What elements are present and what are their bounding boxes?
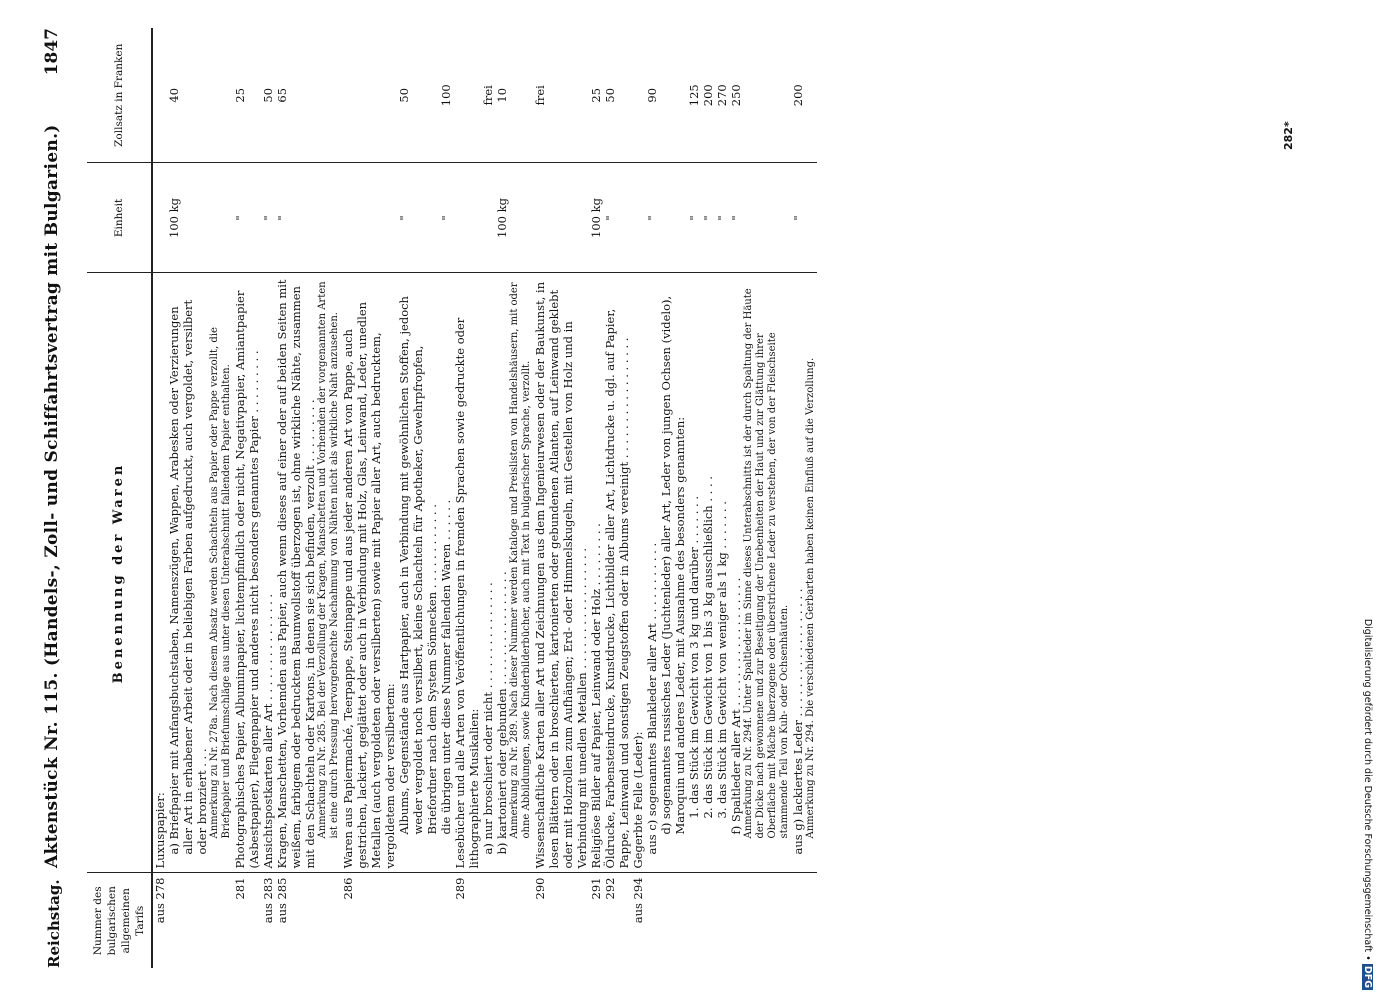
col-header-rate: Zollsatz in Franken [87, 28, 152, 163]
row-unit-text: " [715, 215, 729, 221]
header-left: Reichstag. [45, 879, 63, 968]
row-rate [701, 28, 715, 163]
row-rate [805, 28, 817, 163]
row-description-text: Religiöse Bilder auf Papier, Leinwand oder Holz . . . . . . . . . [589, 523, 603, 869]
row-unit [687, 163, 701, 273]
row-rate [603, 28, 631, 163]
row-description-text: Wissenschaftliche Karten aller Art und Zeichnungen aus dem Ingenieurwesen oder der Baukunst, in losen Blättern oder in broschierten, kartonierten oder gebundenen Atlanten, auf Leinwand geklebt oder mit Holzrollen zum Aufhängen; Erd- oder Himmelskugeln, mit Gestellen von Holz und in Verbindung mit unedlen Metallen . . . . . . . . . . . . . . . . . [533, 281, 589, 869]
row-rate [167, 28, 209, 163]
page-mark: 282* [1282, 121, 1295, 150]
row-rate [481, 28, 495, 163]
row-rate [453, 28, 481, 163]
row-number-text: 291 [589, 877, 603, 900]
row-rate [152, 28, 167, 163]
row-description [341, 273, 397, 873]
row-rate-text: 50 [261, 87, 275, 103]
row-unit [209, 163, 233, 273]
row-description [439, 273, 453, 873]
row-number-text: 286 [341, 877, 355, 900]
row-number-text: 281 [233, 877, 247, 900]
row-rate-text: frei [533, 85, 547, 106]
row-number [341, 873, 397, 968]
row-description-text: a) nur broschiert oder nicht . . . . . . . . . . . . . . . [481, 582, 495, 855]
row-unit [453, 163, 481, 273]
row-description [481, 273, 495, 873]
row-unit-text: " [687, 215, 701, 221]
row-unit-text: 100 kg [167, 198, 181, 238]
row-unit [743, 163, 791, 273]
table-row [167, 28, 209, 968]
table-row [631, 28, 645, 968]
row-rate-text: 250 [729, 84, 743, 107]
row-description [687, 273, 701, 873]
row-number [439, 873, 453, 968]
row-rate [275, 28, 317, 163]
row-description [453, 273, 481, 873]
table-row [481, 28, 495, 968]
row-unit [167, 163, 209, 273]
table-row [341, 28, 397, 968]
side-note-text: Digitalisierung gefördert durch die Deutsche Forschungsgemeinschaft • DFG [1362, 618, 1373, 988]
table-row [209, 28, 233, 968]
page-number: 1847 [42, 28, 62, 76]
row-description [701, 273, 715, 873]
row-description [275, 273, 317, 873]
row-number [631, 873, 645, 968]
row-description-text: Waren aus Papiermaché, Teerpappe, Steinpappe und aus jeder anderen Art von Pappe, auch gestrichen, lackiert, geglättet oder auch in Verbindung mit Holz, Glas, Leinwand, Leder, unedlen Metallen (auch vergoldeten oder versilberten) sowie mit Papier aller Art, auch bedrucktem, vergoldetem oder versilbertem: [341, 301, 397, 869]
row-unit [152, 163, 167, 273]
row-description [791, 273, 805, 873]
row-number-text: 290 [533, 877, 547, 900]
row-description [729, 273, 743, 873]
rotated-sheet [25, 0, 1255, 1000]
row-number [152, 873, 167, 968]
table-row [603, 28, 631, 968]
row-unit [701, 163, 715, 273]
table-row [659, 28, 687, 968]
row-unit-text: " [645, 215, 659, 221]
row-number [317, 873, 341, 968]
row-number [743, 873, 791, 968]
row-rate [209, 28, 233, 163]
row-rate-text: 10 [495, 87, 509, 103]
row-unit [589, 163, 603, 273]
row-rate [509, 28, 533, 163]
row-unit [659, 163, 687, 273]
row-unit [603, 163, 631, 273]
table-row [233, 28, 261, 968]
row-rate [261, 28, 275, 163]
table-row [743, 28, 791, 968]
row-description-text: 1. das Stück im Gewicht von 3 kg und darüber . . . . . . . [687, 496, 701, 819]
row-description [152, 273, 167, 873]
row-rate [729, 28, 743, 163]
row-number [715, 873, 729, 968]
table-row [275, 28, 317, 968]
col-header-unit: Einheit [87, 163, 152, 273]
row-rate-text: 200 [791, 84, 805, 107]
row-unit [791, 163, 805, 273]
tariff-table [87, 28, 817, 968]
row-unit [729, 163, 743, 273]
table-row [533, 28, 589, 968]
row-description-text: a) Briefpapier mit Anfangsbuchstaben, Namenszügen, Wappen, Arabesken oder Verzierungen aller Art in erhabener Arbeit oder in beliebigen Farben aufgedruckt, auch vergoldet, versilbert oder bronziert . . . [167, 299, 209, 855]
row-description [631, 273, 645, 873]
table-body [152, 28, 817, 968]
row-unit-text: 100 kg [495, 198, 509, 238]
row-description [261, 273, 275, 873]
row-unit-text: " [275, 215, 289, 221]
row-rate [317, 28, 341, 163]
row-unit [509, 163, 533, 273]
row-number [495, 873, 509, 968]
row-number-text: aus 285 [275, 877, 289, 924]
row-description-text: Luxuspapier: [153, 792, 167, 869]
row-description-text: Albums, Gegenstände aus Hartpapier, auch in Verbindung mit gewöhnlichen Stoffen, jedoch weder vergoldet noch versilbert, kleine Schachteln für Apotheker, Gewehrpfropfen, Briefordner nach dem System Sönnecken . . . . . . . . . . . . [397, 296, 439, 835]
row-number [261, 873, 275, 968]
col-header-number: Nummer des bulgarischen allgemeinen Tarifs [87, 873, 152, 968]
row-number [589, 873, 603, 968]
row-rate [743, 28, 791, 163]
table-row [317, 28, 341, 968]
row-rate-text: frei [481, 85, 495, 106]
row-number [687, 873, 701, 968]
row-unit [805, 163, 817, 273]
row-description [167, 273, 209, 873]
row-description-text: 2. das Stück im Gewicht von 1 bis 3 kg ausschließlich . . . . [701, 476, 715, 819]
row-rate-text: 100 [439, 84, 453, 107]
row-number [533, 873, 589, 968]
row-rate [397, 28, 439, 163]
row-rate-text: 50 [397, 87, 411, 103]
row-number [729, 873, 743, 968]
row-unit-text: " [603, 215, 617, 221]
row-description [805, 273, 817, 873]
row-description-text: Anmerkung zu Nr. 289. Nach dieser Nummer werden Kataloge und Preislisten von Handelshäusern, mit oder ohne Abbildungen, sowie Kinderbilderbücher, auch mit Text in bulgarischer Sprache, verzollt. [509, 282, 532, 839]
row-number [233, 873, 261, 968]
row-unit [439, 163, 453, 273]
row-unit [341, 163, 397, 273]
row-number [275, 873, 317, 968]
row-description-text: Anmerkung zu Nr. 294f. Unter Spaltleder im Sinne dieses Unterabschnitts ist der durch Spaltung der Häute der Dicke nach gewonnene und zur Beseitigung der Unebenheiten der Haut und zur Glättung ihrer Oberfläche mit Mäche überzogene oder überstrichene Leder zu verstehen, der von der Fleischseite stammende Teil von Kuh- oder Ochsenhäuten. [743, 288, 790, 839]
table-row [152, 28, 167, 968]
row-description [645, 273, 659, 873]
row-rate [233, 28, 261, 163]
row-description [397, 273, 439, 873]
row-number-text: aus 278 [153, 877, 167, 924]
table-row [791, 28, 805, 968]
row-description-text: f) Spaltleder aller Art . . . . . . . . . . . . . . . . . . [729, 577, 743, 835]
row-description-text: Photographisches Papier, Albuminpapier, lichtempfindlich oder nicht, Negativpapier, Amiantpapier (Asbestpapier), Fliegenpapier und anderes nicht besonders genanntes Papier . . . . . . . . . [233, 290, 261, 869]
table-row [589, 28, 603, 968]
row-unit [275, 163, 317, 273]
row-description-text: Gegerbte Felle (Leder): [631, 731, 645, 869]
row-number [791, 873, 805, 968]
row-description-text: Öldrucke, Farbensteindrucke, Kunstdrucke, Lichtbilder aller Art, Lichtdrucke u. dgl. auf Papier, Pappe, Leinwand und sonstigen Zeugstoffen oder in Albums vereinigt . . . . . . . . . . . . . . . . . [603, 308, 631, 869]
row-description-text: Anmerkung zu Nr. 285. Bei der Verzollung der Kragen, Manschetten und Vorhemden der vorgenannten Arten ist eine durch Pressung hervorgebrachte Nachahmung von Nähten nicht als wirkliche Naht anzusehen. [317, 281, 340, 839]
row-number-text: aus 294 [631, 877, 645, 924]
row-description [233, 273, 261, 873]
row-number [167, 873, 209, 968]
row-description [209, 273, 233, 873]
page-header [33, 28, 73, 968]
row-number [645, 873, 659, 968]
row-unit-text: " [233, 215, 247, 221]
row-unit-text: " [397, 215, 411, 221]
row-description-text: d) sogenanntes russisches Leder (Juchtenleder) aller Art, Leder von jungen Ochsen (videlo), Maroquin und anderes Leder, mit Ausnahme des besonders genannten: [659, 295, 687, 835]
row-description-text: Kragen, Manschetten, Vorhemden aus Papier, auch wenn dieses auf einer oder auf beiden Seiten mit weißem, farbigem oder bedrucktem Baumwollstoff überzogen ist, ohne wirkliche Nähte, zusammen mit den Schachteln oder Kartons, in denen sie sich befinden, verzollt . . . . . . . . . [275, 279, 317, 869]
row-unit [495, 163, 509, 273]
row-unit-text: " [701, 215, 715, 221]
table-row [687, 28, 701, 968]
table-row [439, 28, 453, 968]
table-row [495, 28, 509, 968]
row-description-text: die übrigen unter diese Nummer fallenden Waren . . . . . . [439, 499, 453, 835]
row-description [495, 273, 509, 873]
table-row [715, 28, 729, 968]
row-rate-text: 125 [687, 84, 701, 107]
row-rate [645, 28, 659, 163]
table-header-row [87, 28, 152, 968]
row-rate [439, 28, 453, 163]
row-description [743, 273, 791, 873]
row-description-text: Anmerkung zu Nr. 278a. Nach diesem Absatz werden Schachteln aus Papier oder Pappe verzollt, die Briefpapier und Briefumschläge aus unter diesen Unterabschnitt fallendem Papier enthalten. [209, 327, 232, 839]
row-unit-text: " [439, 215, 453, 221]
row-rate-text: 65 [275, 87, 289, 103]
row-unit [317, 163, 341, 273]
row-rate-text: 90 [645, 87, 659, 103]
row-rate [495, 28, 509, 163]
table-row [261, 28, 275, 968]
row-unit [645, 163, 659, 273]
row-rate [589, 28, 603, 163]
table-row [729, 28, 743, 968]
row-description [317, 273, 341, 873]
row-number [603, 873, 631, 968]
table-row [397, 28, 439, 968]
row-unit [397, 163, 439, 273]
row-unit [233, 163, 261, 273]
col-header-description: Benennung der Waren [87, 273, 152, 873]
row-unit [261, 163, 275, 273]
row-unit [631, 163, 645, 273]
dfg-logo: DFG [1362, 965, 1373, 988]
row-description [603, 273, 631, 873]
row-rate-text: 40 [167, 87, 181, 103]
row-description-text: aus c) sogenanntes Blankleder aller Art . . . . . . . . . . . [645, 542, 659, 855]
row-description-text: 3. das Stück im Gewicht von weniger als 1 kg . . . . . . . [715, 501, 729, 819]
row-description-text: Lesebücher und alle Arten von Veröffentlichungen in fremden Sprachen sowie gedruckte oder lithographierte Musikalien: [453, 317, 481, 869]
row-rate-text: 25 [589, 87, 603, 103]
row-unit-text: 100 kg [589, 198, 603, 238]
side-note-label: Digitalisierung gefördert durch die Deutsche Forschungsgemeinschaft [1362, 618, 1373, 953]
row-rate-text: 25 [233, 87, 247, 103]
page-title: Aktenstück Nr. 115. (Handels-, Zoll- und Schiffahrtsvertrag mit Bulgarien.) [42, 124, 62, 868]
row-number [481, 873, 495, 968]
row-number-text: 292 [603, 877, 617, 900]
row-unit [715, 163, 729, 273]
row-rate [659, 28, 687, 163]
table-row [645, 28, 659, 968]
row-unit-text: " [729, 215, 743, 221]
table-row [701, 28, 715, 968]
row-rate [533, 28, 589, 163]
table-row [509, 28, 533, 968]
row-number [397, 873, 439, 968]
row-rate [631, 28, 645, 163]
row-rate [715, 28, 729, 163]
row-number-text: 289 [453, 877, 467, 900]
row-unit-text: " [261, 215, 275, 221]
row-description-text: Ansichtspostkarten aller Art . . . . . . . . . . . . . . . [261, 593, 275, 869]
row-description-text: b) kartoniert oder gebunden . . . . . . . . . . . . . . . . [495, 571, 509, 855]
row-number [659, 873, 687, 968]
row-description [659, 273, 687, 873]
row-rate [687, 28, 701, 163]
row-number [701, 873, 715, 968]
table-row [805, 28, 817, 968]
row-rate-text: 50 [603, 87, 617, 103]
row-rate-text: 200 [701, 84, 715, 107]
row-number [805, 873, 817, 968]
row-number-text: aus 283 [261, 877, 275, 924]
row-unit [533, 163, 589, 273]
row-number [453, 873, 481, 968]
row-description [533, 273, 589, 873]
row-description [589, 273, 603, 873]
row-description [715, 273, 729, 873]
row-number [209, 873, 233, 968]
row-description-text: aus g) lackiertes Leder . . . . . . . . . . . . . . . . . . [791, 588, 805, 855]
row-unit-text: " [791, 215, 805, 221]
row-rate [791, 28, 805, 163]
row-description [509, 273, 533, 873]
row-unit [481, 163, 495, 273]
side-note [1359, 10, 1373, 990]
table-row [453, 28, 481, 968]
row-description-text: Anmerkung zu Nr. 294. Die verschiedenen Gerbarten haben keinen Einfluß auf die Verzollung. [805, 357, 816, 839]
row-rate-text: 270 [715, 84, 729, 107]
row-number [509, 873, 533, 968]
row-rate [341, 28, 397, 163]
